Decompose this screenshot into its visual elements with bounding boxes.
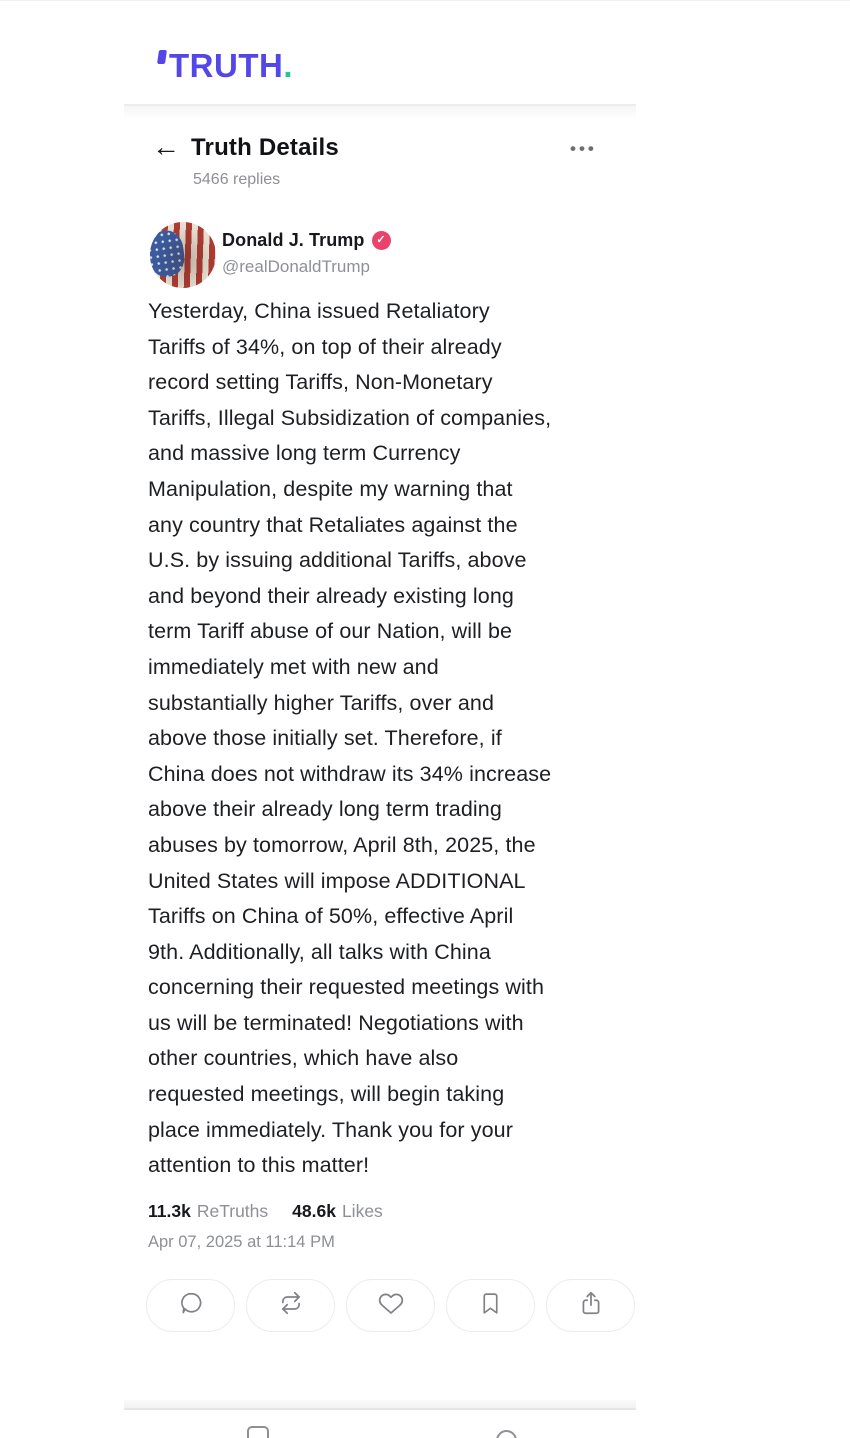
- post-text-line: place immediately. Thank you for your: [148, 1117, 513, 1142]
- likes-label[interactable]: Likes: [341, 1201, 383, 1221]
- post-text-line: above those initially set. Therefore, if: [148, 726, 502, 751]
- bookmark-button[interactable]: [446, 1279, 535, 1332]
- post-text-line: and massive long term Currency: [148, 441, 461, 466]
- post-text-line: us will be terminated! Negotiations with: [148, 1010, 524, 1035]
- truth-social-logo: [158, 47, 292, 85]
- post-text-line: other countries, which have also: [148, 1046, 459, 1071]
- post-text-line: China does not withdraw its 34% increase: [148, 761, 552, 786]
- post-text-line: U.S. by issuing additional Tariffs, above: [148, 548, 527, 573]
- logo-period: .: [283, 47, 293, 84]
- bottom-divider: [124, 1400, 636, 1410]
- logo-quote-mark-icon: [157, 50, 167, 64]
- avatar[interactable]: [150, 222, 216, 288]
- post-text-line: Tariffs, Illegal Subsidization of companies,: [148, 405, 552, 430]
- header-divider: [124, 104, 636, 118]
- post-text-line: 9th. Additionally, all talks with China: [148, 939, 491, 964]
- post-text-line: record setting Tariffs, Non-Monetary: [148, 370, 493, 395]
- author-name-row[interactable]: [222, 230, 391, 251]
- like-button[interactable]: [346, 1279, 435, 1332]
- post-stats: [148, 1201, 383, 1222]
- post-text-line: substantially higher Tariffs, over and: [148, 690, 495, 715]
- post-text-line: and beyond their already existing long: [148, 583, 514, 608]
- post-timestamp: Apr 07, 2025 at 11:14 PM: [148, 1233, 335, 1251]
- more-options-icon[interactable]: •••: [570, 139, 597, 158]
- retruth-icon: [278, 1290, 304, 1321]
- page-title: Truth Details: [191, 134, 339, 161]
- retruths-label[interactable]: ReTruths: [196, 1201, 269, 1221]
- post-text-line: Tariffs on China of 50%, effective April: [148, 904, 514, 929]
- retruth-button[interactable]: [246, 1279, 335, 1332]
- comment-icon: [178, 1290, 204, 1321]
- post-text-line: Manipulation, despite my warning that: [148, 476, 513, 501]
- reply-button[interactable]: [146, 1279, 235, 1332]
- post-text-line: above their already long term trading: [148, 797, 502, 822]
- like-heart-icon: [378, 1290, 404, 1321]
- post-text-line: any country that Retaliates against the: [148, 512, 518, 537]
- bottom-nav-partial-square-icon[interactable]: [247, 1426, 269, 1438]
- back-arrow-icon[interactable]: ←: [152, 131, 180, 162]
- post-text-line: concerning their requested meetings with: [148, 975, 544, 1000]
- post-text-line: term Tariff abuse of our Nation, will be: [148, 619, 513, 644]
- author-display-name: Donald J. Trump: [222, 230, 365, 250]
- retruths-count[interactable]: 11.3k: [148, 1201, 191, 1221]
- likes-count[interactable]: 48.6k: [292, 1201, 336, 1221]
- replies-count: 5466 replies: [193, 171, 281, 188]
- share-icon: [578, 1290, 604, 1321]
- post-text-line: abuses by tomorrow, April 8th, 2025, the: [148, 832, 536, 857]
- logo-text: TRUTH: [169, 47, 284, 84]
- share-button[interactable]: [546, 1279, 635, 1332]
- post-text-line: Yesterday, China issued Retaliatory: [148, 299, 490, 323]
- post-action-bar: [146, 1279, 635, 1332]
- post-body-text: [148, 294, 628, 1184]
- post-text-line: immediately met with new and: [148, 654, 439, 679]
- post-text-line: attention to this matter!: [148, 1153, 370, 1178]
- bottom-nav-partial-circle-icon[interactable]: [496, 1430, 517, 1438]
- bookmark-icon: [478, 1291, 503, 1321]
- author-handle[interactable]: @realDonaldTrump: [222, 257, 370, 276]
- post-text-line: United States will impose ADDITIONAL: [148, 868, 526, 893]
- post-text-line: Tariffs of 34%, on top of their already: [148, 334, 502, 359]
- verified-badge-icon: ✓: [372, 231, 391, 250]
- post-text-line: requested meetings, will begin taking: [148, 1082, 505, 1107]
